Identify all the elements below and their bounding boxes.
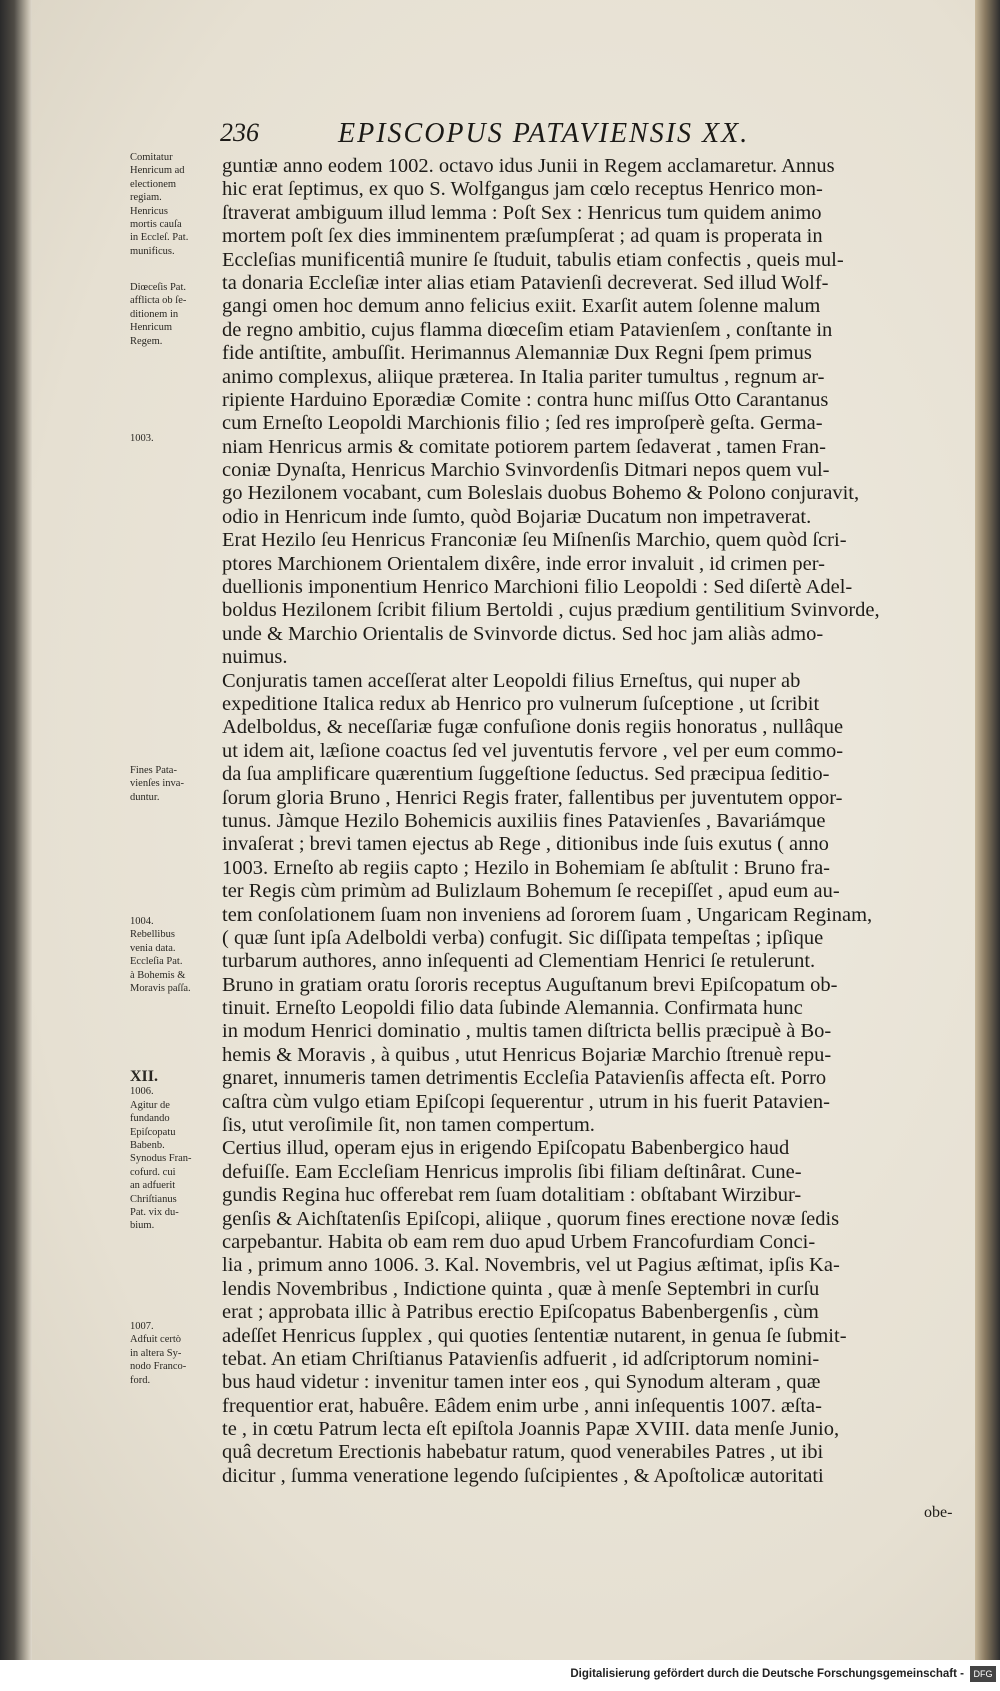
page-gutter: [14, 0, 32, 1660]
margin-note: [130, 764, 225, 804]
text-line: Eccleſias munificentiâ munire ſe ſtuduit, tabulis etiam confectis , queis mul-: [222, 248, 844, 271]
margin-note-line: cofurd. cui: [130, 1166, 176, 1178]
margin-note: [130, 1320, 225, 1387]
margin-note-line: electionem: [130, 178, 177, 190]
text-line: animo complexus, aliique præterea. In Italia pariter tumultus , regnum ar-: [222, 365, 825, 388]
text-line: expeditione Italica redux ab Henrico pro vulnerum ſuſceptione , ut ſcribit: [222, 692, 820, 715]
margin-note-line: Moravis paſſa.: [130, 983, 191, 995]
text-line: niam Henricus armis & comitate potiorem partem ſedaverat , tamen Fran-: [222, 435, 826, 458]
text-line: quâ decretum Erectionis habebatur ratum, quod venerabiles Patres , ut ibi: [222, 1441, 824, 1464]
margin-note-line: Epiſcopatu: [130, 1126, 176, 1138]
margin-note-line: afflicta ob ſe-: [130, 295, 187, 307]
margin-note-line: ditionem in: [130, 308, 179, 320]
text-line: caſtra cùm vulgo etiam Epiſcopi ſequerentur , utrum in his fuerit Patavien-: [222, 1090, 830, 1113]
text-line: Erat Hezilo ſeu Henricus Franconiæ ſeu Miſnenſis Marchio, quem quòd ſcri-: [222, 529, 847, 552]
text-line: nuimus.: [222, 646, 288, 669]
text-line: genſis & Aichſtatenſis Epiſcopi, aliique , quorum fines erectione novæ ſedis: [222, 1207, 840, 1230]
text-line: da ſua amplificare quærentium ſuggeſtione ſeductus. Sed præcipua ſeditio-: [222, 763, 830, 786]
text-line: boldus Hezilonem ſcribit filium Bertoldi , cujus prædium gentilitium Svinvorde,: [222, 599, 880, 622]
text-line: guntiæ anno eodem 1002. octavo idus Junii in Regem acclamaretur. Annus: [222, 155, 835, 177]
text-line: invaſerat ; brevi tamen ejectus ab Rege , ditionibus inde ſuis exutus ( anno: [222, 833, 829, 856]
margin-note-line: in Eccleſ. Pat.: [130, 232, 189, 244]
running-title: EPISCOPUS PATAVIENSIS XX.: [338, 118, 750, 149]
text-line: ptores Marchionem Orientalem dixêre, inde error invaluit , id crimen per-: [222, 552, 825, 575]
margin-note-line: à Bohemis &: [130, 969, 186, 981]
margin-note-line: nodo Franco-: [130, 1361, 187, 1373]
margin-note-line: regiam.: [130, 192, 162, 204]
margin-note: [130, 1070, 225, 1233]
margin-note-line: Babenb.: [130, 1140, 165, 1152]
margin-note-line: vienſes inva-: [130, 778, 184, 790]
text-line: gnaret, innumeris tamen detrimentis Eccleſia Patavienſis affecta eſt. Porro: [222, 1067, 827, 1090]
text-line: Adelboldus, & neceſſariæ fugæ confuſione donis regiis honoratus , nullâque: [222, 716, 844, 739]
text-line: lia , primum anno 1006. 3. Kal. Novembris, vel ut Pagius æſtimat, ipſis Ka-: [222, 1254, 840, 1277]
text-line: hic erat ſeptimus, ex quo S. Wolfgangus jam cœlo receptus Henrico mon-: [222, 178, 823, 201]
text-line: odio in Henricum inde ſumto, quòd Bojariæ Ducatum non impetraverat.: [222, 505, 812, 528]
text-line: turbarum authores, anno inſequenti ad Clementiam Henrici ſe retulerunt.: [222, 950, 816, 973]
margin-note-line: Regem.: [130, 335, 163, 347]
margin-note-line: duntur.: [130, 791, 160, 803]
text-line: ut idem ait, læſione coactus ſed vel juventutis fervore , vel per eum commo-: [222, 739, 844, 762]
margin-note-line: 1004.: [130, 916, 154, 927]
page-header: [220, 118, 820, 152]
section-number: XII.: [130, 1068, 159, 1085]
text-line: lendis Novembribus , Indictione quinta , quæ à menſe Septembri in curſu: [222, 1277, 820, 1300]
margin-note-line: munificus.: [130, 245, 175, 257]
margin-note-line: Fines Pata-: [130, 765, 177, 776]
text-line: de regno ambitio, cujus flamma diœceſim etiam Patavienſem , conſtante in: [222, 318, 833, 341]
text-line: te , in cœtu Patrum lecta eſt epiſtola Joannis Papæ XVIII. data menſe Junio,: [222, 1418, 840, 1441]
text-line: ripiente Harduino Eporædiæ Comite : contra hunc miſſus Otto Carantanus: [222, 388, 829, 411]
margin-note-line: Agitur de: [130, 1099, 170, 1111]
text-line: in modum Henrici dominatio , multis tamen diſtricta bellis præcipuè à Bo-: [222, 1020, 832, 1043]
book-fore-edge: [975, 0, 1000, 1691]
text-line: bus haud videtur : invenitur tamen inter eos , qui Synodum alteram , quæ: [222, 1371, 821, 1394]
margin-note-line: Henricus: [130, 205, 168, 217]
margin-note-line: in altera Sy-: [130, 1347, 182, 1359]
text-line: ta donaria Eccleſiæ inter alias etiam Patavienſi decreverat. Sed illud Wolf-: [222, 271, 829, 294]
text-line: erat ; approbata illic à Patribus erectio Epiſcopatus Babenbergenſis , cùm: [222, 1301, 819, 1324]
text-line: Bruno in gratiam oratu ſororis receptus Auguſtanum brevi Epiſcopatum ob-: [222, 973, 838, 996]
margin-note-line: Comitatur: [130, 152, 173, 163]
text-line: cum Erneſto Leopoldi Marchionis filio ; ſed res improſperè geſta. Germa-: [222, 412, 823, 435]
margin-note-line: Pat. vix du-: [130, 1207, 179, 1219]
text-line: unde & Marchio Orientalis de Svinvorde dictus. Sed hoc jam aliàs admo-: [222, 622, 824, 645]
margin-note-line: Henricum ad: [130, 165, 185, 177]
text-line: defuiſſe. Eam Eccleſiam Henricus improlis ſibi filiam deſtinârat. Cune-: [222, 1160, 802, 1183]
margin-note-line: Adfuit certò: [130, 1334, 182, 1346]
text-line: adeſſet Henricus ſupplex , qui quoties ſententiæ nutarent, in genua ſe ſubmit-: [222, 1324, 847, 1347]
margin-note-line: Rebellibus: [130, 929, 175, 941]
text-line: 1003. Erneſto ab regiis capto ; Hezilo in Bohemiam ſe abſtulit : Bruno fra-: [222, 856, 831, 879]
text-line: tebat. An etiam Chriſtianus Patavienſis adfuerit , id adſcriptorum nomini-: [222, 1347, 820, 1370]
margin-note-line: 1006.: [130, 1086, 154, 1098]
margin-note-line: 1007.: [130, 1321, 154, 1332]
text-line: go Hezilonem vocabant, cum Boleslais duobus Bohemo & Polono conjuravit,: [222, 482, 860, 505]
margin-note-line: fundando: [130, 1113, 170, 1125]
text-line: ( quæ ſunt ipſa Adelboldi verba) confugit. Sic diſſipata tempeſtas ; ipſique: [222, 926, 824, 949]
text-line: mortem poſt ſex dies imminentem præſumpſerat ; ad quam is properata in: [222, 225, 823, 248]
margin-note-line: 1003.: [130, 433, 154, 444]
margin-note: [130, 432, 225, 445]
footer-bar: [0, 1660, 1000, 1691]
margin-note: [130, 281, 225, 348]
text-line: Certius illud, operam ejus in erigendo Epiſcopatu Babenbergico haud: [222, 1137, 790, 1160]
text-line: ſtraverat ambiguum illud lemma : Poſt Sex : Henricus tum quidem animo: [222, 201, 822, 224]
margin-note-line: Eccleſia Pat.: [130, 956, 183, 968]
text-line: frequentior erat, habuêre. Eâdem enim urbe , anni inſequentis 1007. æſta-: [222, 1394, 822, 1417]
margin-note-line: Diœceſis Pat.: [130, 282, 186, 293]
text-line: gangi omen hoc demum anno felicius exiit. Exarſit autem ſolenne malum: [222, 295, 821, 318]
text-line: duellionis imponentium Henrico Marchioni filio Leopoldi : Sed diſertè Adel-: [222, 576, 853, 599]
text-line: ſis, utut veroſimile ſit, non tamen compertum.: [222, 1114, 595, 1137]
text-line: coniæ Dynaſta, Henricus Marchio Svinvordenſis Ditmari nepos quem vul-: [222, 459, 830, 482]
text-line: tunus. Jàmque Hezilo Bohemicis auxiliis fines Patavienſes , Bavariámque: [222, 809, 826, 832]
footer-credit: Digitalisierung gefördert durch die Deutsche Forschungsgemeinschaft -: [570, 1668, 964, 1680]
margin-note-line: ford.: [130, 1374, 151, 1386]
catchword: obe-: [924, 1504, 953, 1521]
text-line: carpebantur. Habita ob eam rem duo apud Urbem Francofurdiam Conci-: [222, 1230, 816, 1253]
text-line: hemis & Moravis , à quibus , utut Henricus Bojariæ Marchio ſtrenuè repu-: [222, 1043, 832, 1066]
margin-note-line: Synodus Fran-: [130, 1153, 192, 1165]
margin-note-line: bium.: [130, 1220, 155, 1232]
text-line: tem conſolationem ſuam non inveniens ad ſororem ſuam , Ungaricam Reginam,: [222, 903, 873, 926]
text-line: fide antiſtite, ambuſſit. Herimannus Alemanniæ Dux Regni ſpem primus: [222, 342, 812, 365]
margin-note-line: venia data.: [130, 942, 176, 954]
text-line: gundis Regina huc offerebat rem ſuam dotalitiam : obſtabant Wirzibur-: [222, 1184, 802, 1207]
text-line: dicitur , ſumma veneratione legendo ſuſcipientes , & Apoſtolicæ autoritati: [222, 1464, 824, 1487]
text-line: ter Regis cùm primùm ad Bulizlaum Bohemum ſe recepiſſet , apud eum au-: [222, 880, 840, 903]
margin-note-line: an adfuerit: [130, 1180, 176, 1192]
dfg-logo: DFG: [970, 1666, 996, 1682]
text-line: ſorum gloria Bruno , Henrici Regis frater, fallentibus per juventutem oppor-: [222, 786, 843, 809]
margin-note-line: mortis cauſa: [130, 219, 182, 231]
text-line: Conjuratis tamen acceſſerat alter Leopoldi filius Erneſtus, qui nuper ab: [222, 669, 801, 692]
text-line: tinuit. Erneſto Leopoldi filio data ſubinde Alemannia. Confirmata hunc: [222, 997, 803, 1020]
main-text-column: [222, 155, 954, 1488]
margin-note-line: Chriſtianus: [130, 1193, 177, 1205]
margin-note: [130, 915, 225, 995]
page-number: 236: [220, 118, 259, 147]
margin-note-line: Henricum: [130, 322, 172, 334]
margin-note: [130, 151, 225, 258]
